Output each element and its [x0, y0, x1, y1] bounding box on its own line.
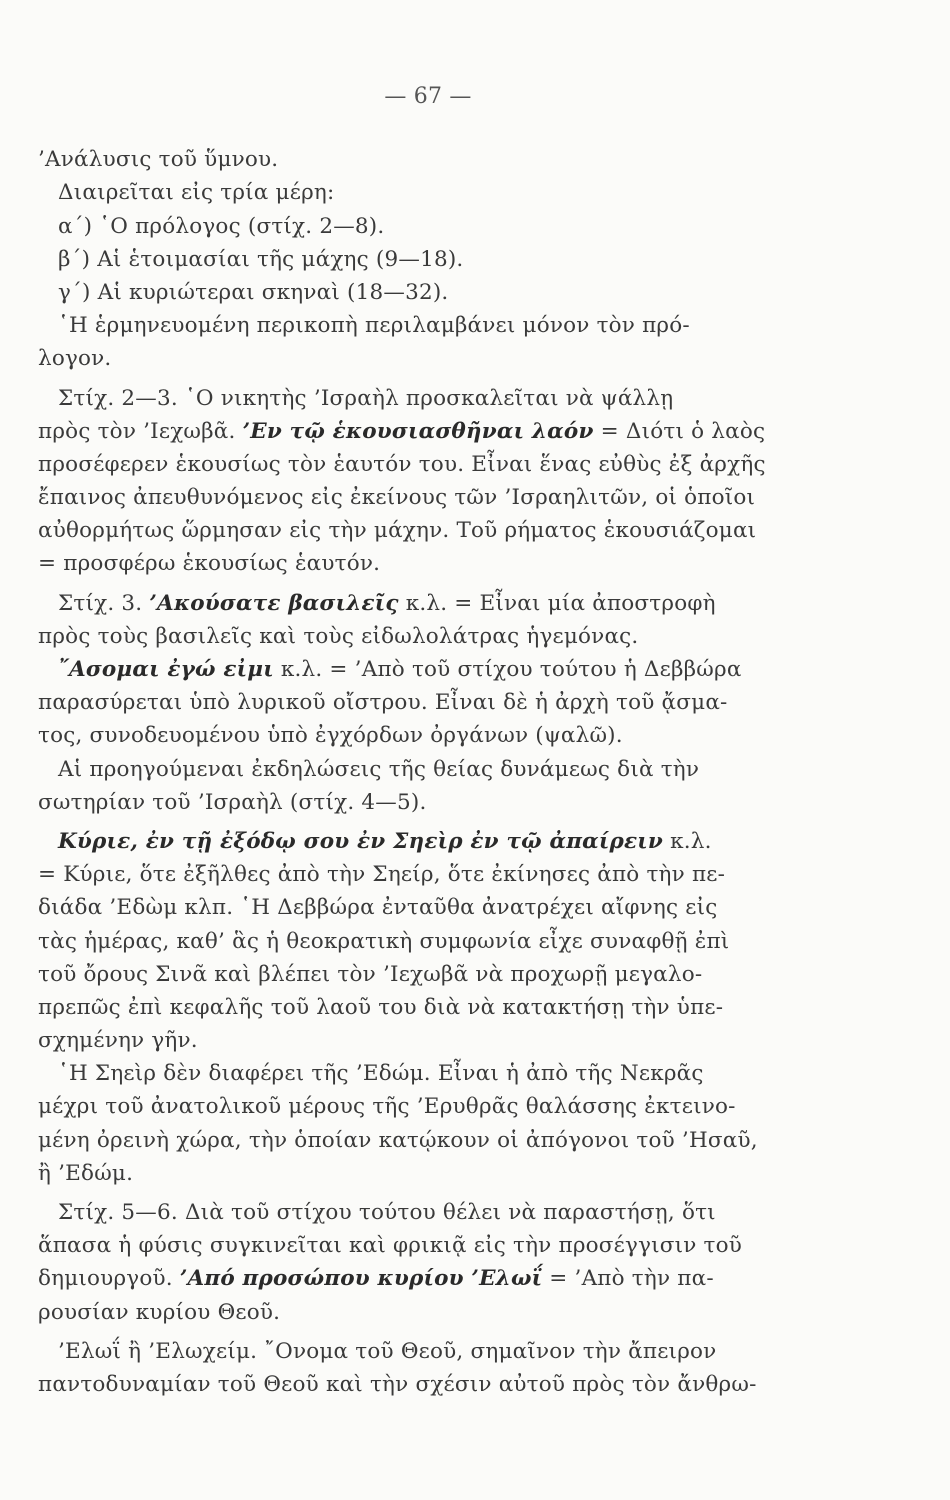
text-line [38, 958, 798, 991]
text-line [38, 448, 798, 481]
text-line [38, 991, 798, 1024]
text-line [38, 1124, 798, 1157]
text-segment: τοῦ ὄρους Σινᾶ καὶ βλέπει τὸν ’Ιεχωβᾶ νὰ προχωρῇ μεγαλο- [38, 961, 703, 987]
text-segment: κ.λ. = Εἶναι μία ἀποστροφὴ [398, 590, 716, 616]
text-segment: ἔπαινος ἀπευθυνόμενος εἰς ἐκείνους τῶν ’Ισραηλιτῶν, οἱ ὁποῖοι [38, 485, 756, 511]
text-segment: δημιουργοῦ. [38, 1266, 180, 1292]
book-page [38, 80, 798, 1401]
text-segment: ῾Η Σηεὶρ δὲν διαφέρει τῆς ’Εδώμ. Εἶναι ἡ ἀπὸ τῆς Νεκρᾶς [58, 1061, 704, 1087]
text-line [38, 143, 798, 176]
text-segment: πρὸς τοὺς βασιλεῖς καὶ τοὺς εἰδωλολάτρας ἡγεμόνας. [38, 623, 639, 649]
bold-italic-term: ῎Ασομαι ἐγώ εἰμι [58, 657, 274, 683]
text-segment: λογον. [38, 346, 112, 372]
page-number: — 67 — [384, 84, 472, 109]
text-segment: κ.λ. [663, 828, 712, 854]
text-line [38, 719, 798, 752]
text-line [38, 1335, 798, 1368]
bold-italic-term: ’Από προσώπου κυρίου ’Ελωΐ [179, 1266, 543, 1292]
text-line [38, 825, 798, 858]
text-line [38, 1057, 798, 1090]
text-segment: Στίχ. 5—6. Διὰ τοῦ στίχου τούτου θέλει νὰ παραστήσῃ, ὅτι [58, 1200, 716, 1226]
page-text-body [38, 143, 798, 1401]
bold-italic-term: Κύριε, ἐν τῇ ἐξόδῳ σου ἐν Σηεὶρ ἐν τῷ ἀπαίρειν [58, 828, 664, 854]
text-segment: ’Ανάλυσις τοῦ ὕμνου. [38, 147, 279, 173]
text-line [38, 210, 798, 243]
text-segment: = Κύριε, ὅτε ἐξῆλθες ἀπὸ τὴν Σηείρ, ὅτε ἐκίνησες ἀπὸ τὴν πε- [38, 862, 726, 888]
text-line [38, 1196, 798, 1229]
text-segment: κ.λ. = ’Απὸ τοῦ στίχου τούτου ἡ Δεββώρα [273, 657, 742, 683]
text-line [38, 925, 798, 958]
text-segment: παντοδυναμίαν τοῦ Θεοῦ καὶ τὴν σχέσιν αὐτοῦ πρὸς τὸν ἄνθρω- [38, 1371, 757, 1397]
text-line [38, 514, 798, 547]
text-line [38, 858, 798, 891]
text-line [38, 587, 798, 620]
text-line [38, 891, 798, 924]
text-line [38, 243, 798, 276]
text-segment: ῾Η ἑρμηνευομένη περικοπὴ περιλαμβάνει μόνον τὸν πρό- [58, 313, 690, 339]
text-segment: μέχρι τοῦ ἀνατολικοῦ μέρους τῆς ’Ερυθρᾶς θαλάσσης ἐκτεινο- [38, 1094, 736, 1120]
text-line [38, 309, 798, 342]
text-segment: = Διότι ὁ λαὸς [593, 418, 766, 444]
text-line [38, 1262, 798, 1295]
text-line [38, 753, 798, 786]
text-segment: ρουσίαν κυρίου Θεοῦ. [38, 1299, 281, 1325]
text-segment: πρὸς τὸν ’Ιεχωβᾶ. [38, 418, 243, 444]
text-segment: α΄) ῾Ο πρόλογος (στίχ. 2—8). [58, 213, 385, 239]
text-segment: γ΄) Αἱ κυριώτεραι σκηναὶ (18—32). [58, 279, 449, 305]
text-line [38, 415, 798, 448]
text-line [38, 1157, 798, 1190]
text-segment: ’Ελωΐ ἢ ’Ελωχείμ. ῎Ονομα τοῦ Θεοῦ, σημαῖνον τὴν ἄπειρον [58, 1338, 717, 1364]
text-line [38, 276, 798, 309]
text-segment: Διαιρεῖται εἰς τρία μέρη: [58, 180, 335, 206]
text-line [38, 1296, 798, 1329]
text-segment: τὰς ἡμέρας, καθ’ ἃς ἡ θεοκρατικὴ συμφωνία εἶχε συναφθῇ ἐπὶ [38, 928, 730, 954]
text-segment: = ’Απὸ τὴν πα- [542, 1266, 714, 1292]
text-segment: Αἱ προηγούμεναι ἐκδηλώσεις τῆς θείας δυνάμεως διὰ τὴν [58, 756, 700, 782]
text-segment: ἅπασα ἡ φύσις συγκινεῖται καὶ φρικιᾷ εἰς τὴν προσέγγισιν τοῦ [38, 1233, 743, 1259]
text-segment: β΄) Αἱ ἑτοιμασίαι τῆς μάχης (9—18). [58, 246, 464, 272]
bold-italic-term: ’Ακούσατε βασιλεῖς [149, 590, 399, 616]
text-line [38, 686, 798, 719]
text-line [38, 653, 798, 686]
text-line [38, 481, 798, 514]
text-segment: Στίχ. 3. [58, 590, 150, 616]
text-line [38, 1229, 798, 1262]
text-segment: σχημένην γῆν. [38, 1028, 198, 1054]
text-line [38, 620, 798, 653]
text-segment: Στίχ. 2—3. ῾Ο νικητὴς ’Ισραὴλ προσκαλεῖται νὰ ψάλλῃ [58, 385, 674, 411]
text-segment: προσέφερεν ἑκουσίως τὸν ἑαυτόν του. Εἶναι ἕνας εὐθὺς ἐξ ἀρχῆς [38, 451, 766, 477]
text-segment: μένη ὀρεινὴ χώρα, τὴν ὁποίαν κατῴκουν οἱ ἀπόγονοι τοῦ ’Ησαῦ, [38, 1127, 758, 1153]
text-segment: αὐθορμήτως ὥρμησαν εἰς τὴν μάχην. Τοῦ ρήματος ἑκουσιάζομαι [38, 518, 757, 544]
text-line [38, 547, 798, 580]
bold-italic-term: ’Εν τῷ ἑκουσιασθῆναι λαόν [242, 418, 594, 444]
text-line [38, 342, 798, 375]
text-segment: = προσφέρω ἑκουσίως ἑαυτόν. [38, 551, 381, 577]
text-segment: πρεπῶς ἐπὶ κεφαλῆς τοῦ λαοῦ του διὰ νὰ κατακτήσῃ τὴν ὑπε- [38, 994, 724, 1020]
text-segment: σωτηρίαν τοῦ ’Ισραὴλ (στίχ. 4—5). [38, 789, 427, 815]
text-segment: παρασύρεται ὑπὸ λυρικοῦ οἴστρου. Εἶναι δὲ ἡ ἀρχὴ τοῦ ᾄσμα- [38, 690, 728, 716]
text-segment: τος, συνοδευομένου ὑπὸ ἐγχόρδων ὀργάνων (ψαλῶ). [38, 723, 623, 749]
text-line [38, 1090, 798, 1123]
text-segment: ἢ ’Εδώμ. [38, 1160, 134, 1186]
text-line [38, 1024, 798, 1057]
text-line [38, 1368, 798, 1401]
text-line [38, 176, 798, 209]
text-segment: διάδα ’Εδὼμ κλπ. ῾Η Δεββώρα ἐνταῦθα ἀνατρέχει αἴφνης εἰς [38, 895, 718, 921]
text-line [38, 382, 798, 415]
text-line [38, 786, 798, 819]
